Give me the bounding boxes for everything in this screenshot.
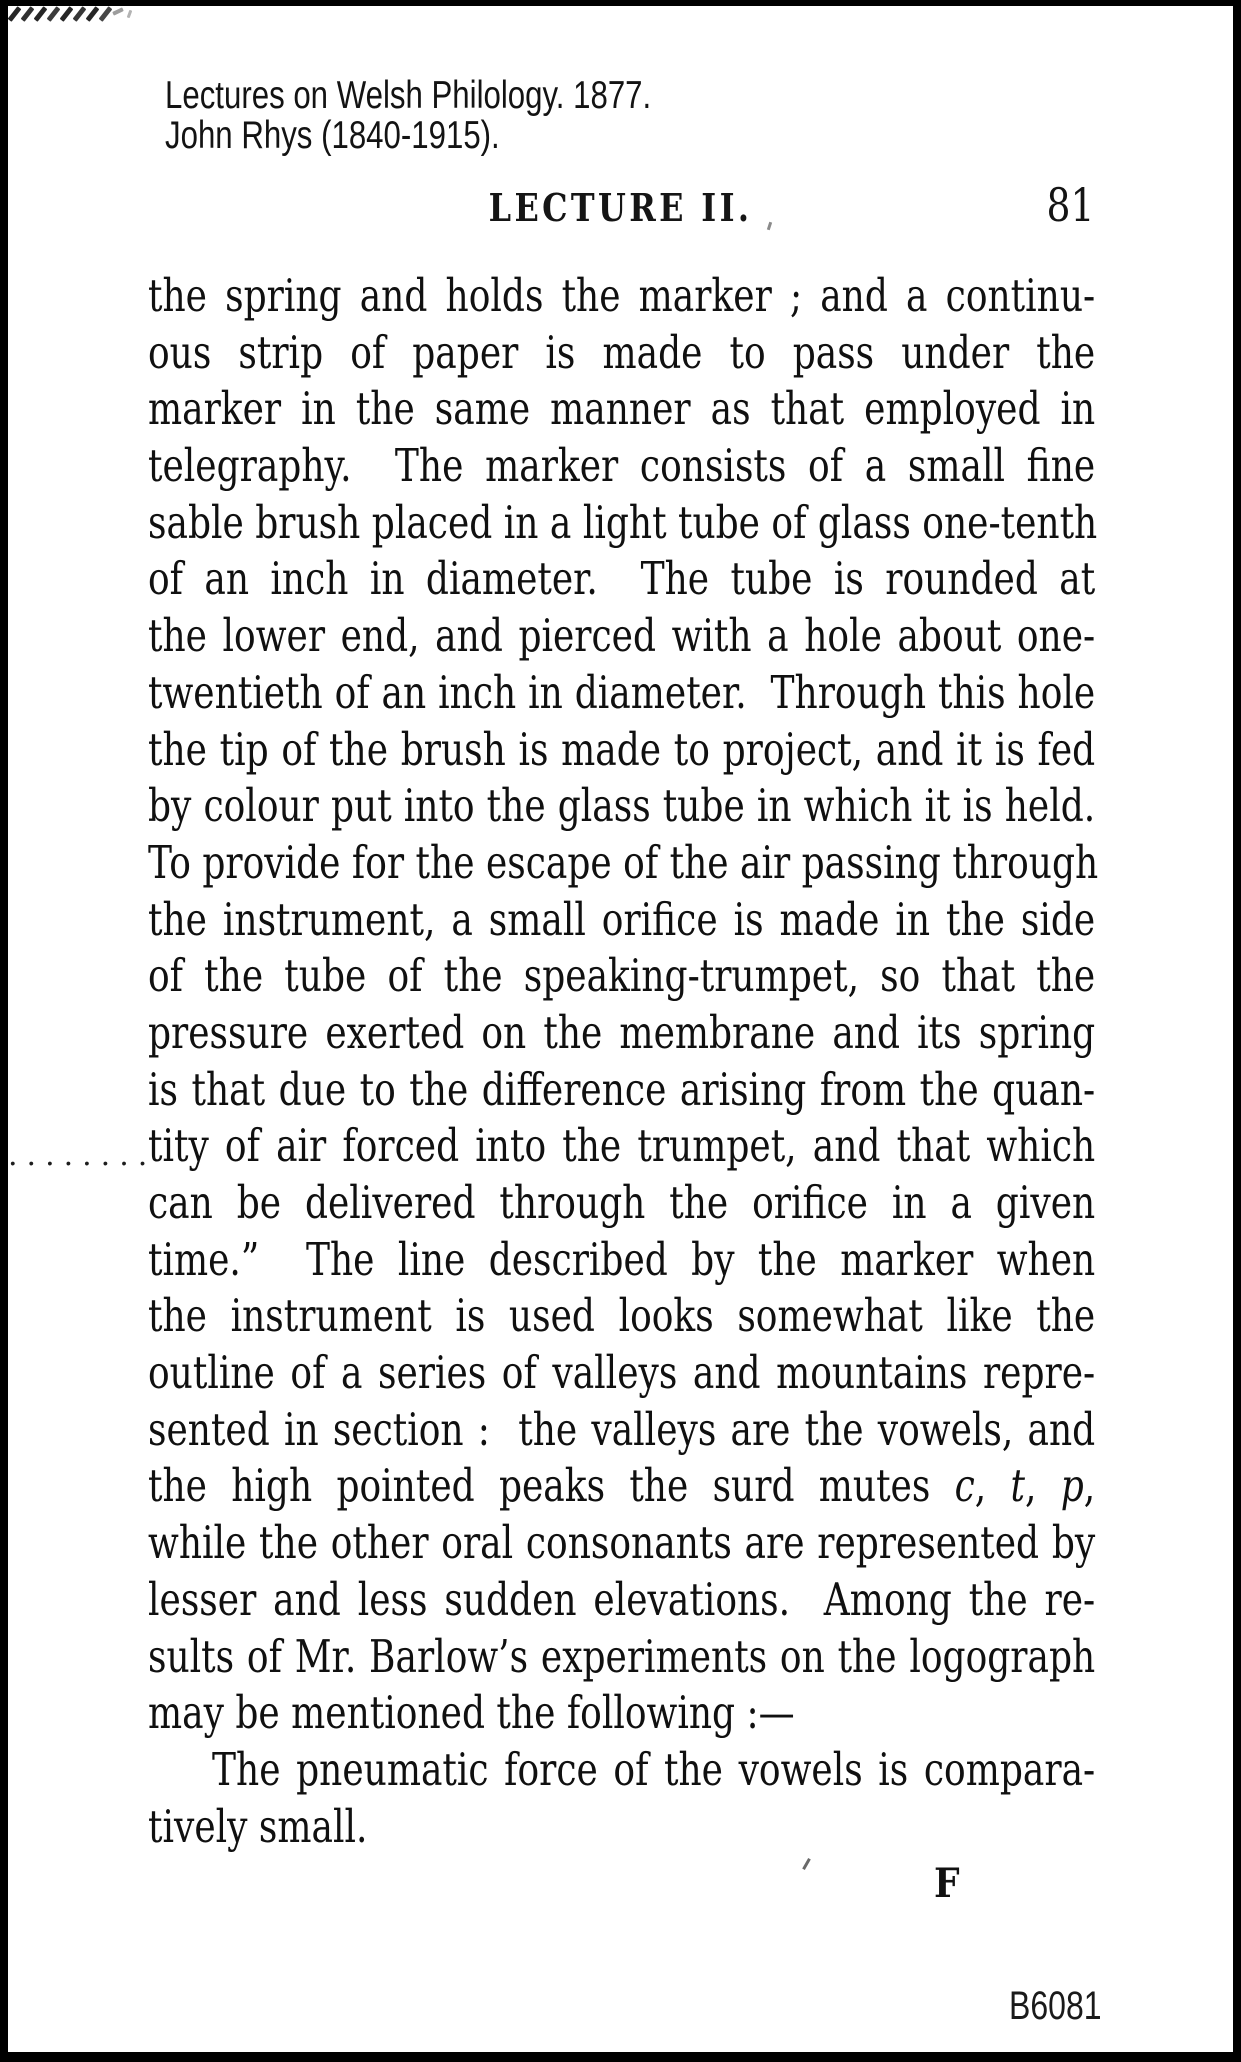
text-line: of the tube of the speaking-trumpet, so that the <box>148 949 1096 1003</box>
signature-mark: F <box>934 1860 960 1907</box>
text-line: telegraphy. The marker consists of a small fine <box>148 439 1096 493</box>
text-line: twentieth of an inch in diameter. Through this hole <box>148 665 1096 719</box>
scan-speck <box>802 1858 811 1870</box>
text-line: The pneumatic force of the vowels is compara- <box>212 1742 1096 1796</box>
book-page <box>8 6 1233 2052</box>
provenance-author: John Rhys (1840-1915). <box>165 114 500 157</box>
catalog-number: B6081 <box>1009 1984 1102 2028</box>
text-line: outline of a series of valleys and mountains repre- <box>148 1346 1096 1400</box>
text-line: the instrument is used looks somewhat like the <box>148 1289 1096 1343</box>
text-line: To provide for the escape of the air passing through <box>148 835 1099 889</box>
text-line: can be delivered through the orifice in a given <box>148 1176 1096 1229</box>
lecture-heading: LECTURE II. <box>488 185 753 230</box>
page-number: 81 <box>1046 178 1095 232</box>
text-line: marker in the same manner as that employed in <box>148 382 1096 436</box>
text-line: lesser and less sudden elevations. Among the re- <box>148 1572 1096 1626</box>
text-line: sults of Mr. Barlow’s experiments on the logograph <box>148 1629 1096 1683</box>
text-line: tity of air forced into the trumpet, and that which <box>148 1119 1096 1173</box>
text-line: sable brush placed in a light tube of glass one-tenth <box>148 495 1098 549</box>
text-line: may be mentioned the following :— <box>148 1686 795 1740</box>
margin-dots: ........ <box>8 1138 157 1173</box>
provenance-title: Lectures on Welsh Philology. 1877. <box>165 74 652 117</box>
text-line: ous strip of paper is made to pass under the <box>148 325 1096 379</box>
text-line: time.” The line described by the marker when <box>148 1232 1096 1286</box>
text-line: while the other oral consonants are represented by <box>148 1516 1096 1570</box>
text-line: of an inch in diameter. The tube is rounded at <box>148 552 1096 606</box>
text-line: the lower end, and pierced with a hole about one- <box>148 609 1096 663</box>
hatch-marks-icon <box>12 6 131 22</box>
text-line: by colour put into the glass tube in which it is held. <box>148 779 1096 833</box>
text-line: sented in section : the valleys are the vowels, and <box>148 1402 1096 1456</box>
provenance-header <box>165 76 651 156</box>
body-text <box>148 268 1099 1855</box>
text-line: the high pointed peaks the surd mutes c, t, p, <box>148 1459 1096 1513</box>
text-line: the instrument, a small orifice is made in the side <box>148 892 1096 946</box>
text-line: the tip of the brush is made to project, and it is fed <box>148 722 1096 776</box>
text-line: is that due to the difference arising from the quan- <box>148 1062 1096 1116</box>
text-line: the spring and holds the marker ; and a continu- <box>148 269 1096 322</box>
text-line: pressure exerted on the membrane and its spring <box>148 1005 1096 1059</box>
text-line: tively small. <box>148 1799 368 1853</box>
